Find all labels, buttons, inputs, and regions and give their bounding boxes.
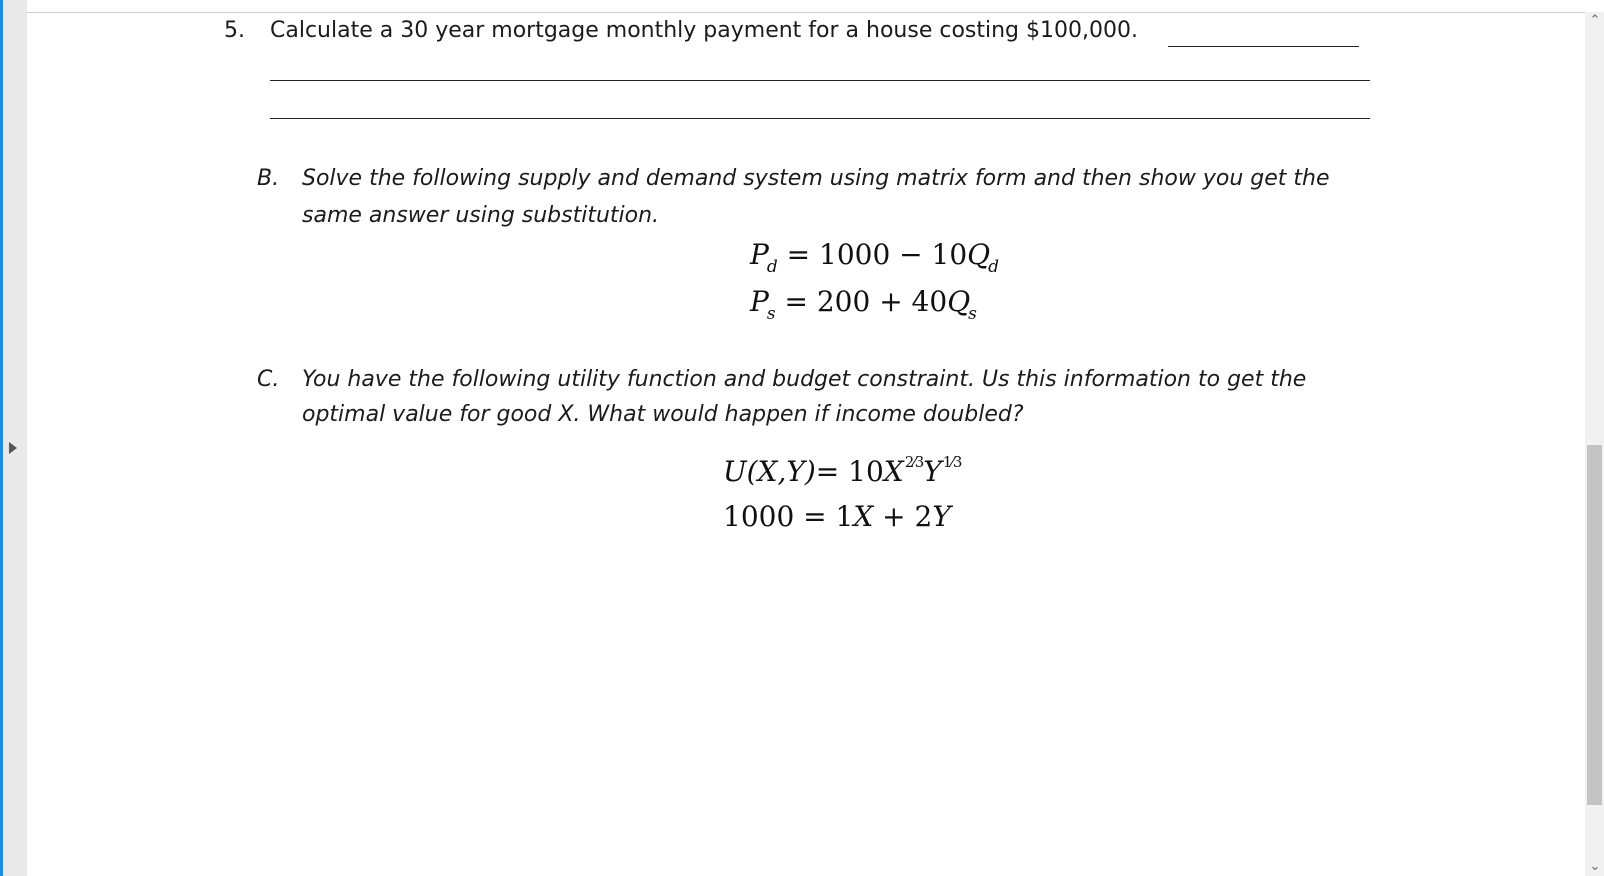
answer-blank — [1168, 46, 1359, 47]
scrollbar-thumb[interactable] — [1587, 445, 1602, 805]
eq-subscript: s — [968, 304, 977, 324]
play-triangle-icon[interactable] — [9, 442, 17, 454]
chevron-up-icon[interactable]: ⌃ — [1589, 13, 1601, 28]
eq-rhs: = 10 — [815, 455, 884, 488]
eq-subscript: d — [766, 257, 778, 277]
supply-equation — [750, 285, 977, 324]
chevron-down-icon[interactable]: ⌄ — [1589, 859, 1601, 874]
eq-variable: Q — [947, 285, 971, 318]
eq-variable: Y — [932, 500, 951, 533]
answer-line — [270, 80, 1370, 81]
eq-variable: P — [750, 285, 769, 318]
section-c-line: optimal value for good X. What would happen if income doubled? — [302, 402, 1024, 427]
eq-variable: X — [853, 500, 874, 533]
section-b-line: same answer using substitution. — [302, 203, 660, 228]
eq-lhs: 1000 = 1 — [723, 500, 854, 533]
question-text: Calculate a 30 year mortgage monthly payment for a house costing $100,000. — [270, 18, 1138, 43]
section-b-letter: B. — [257, 166, 280, 191]
answer-line — [270, 118, 1370, 119]
eq-variable: P — [750, 238, 769, 271]
eq-variable: Y — [923, 455, 942, 488]
section-b-line: Solve the following supply and demand system using matrix form and then show you get the — [302, 166, 1330, 191]
eq-rhs: = 1000 − 10 — [786, 238, 968, 271]
eq-exponent: 2⁄3 — [904, 453, 924, 471]
section-c-line: You have the following utility function and budget constraint. Us this information to get the — [302, 367, 1307, 392]
eq-rhs: = 200 + 40 — [784, 285, 948, 318]
eq-subscript: d — [988, 257, 1000, 277]
utility-equation — [723, 455, 961, 488]
eq-subscript: s — [766, 304, 776, 324]
budget-equation — [723, 500, 951, 533]
top-divider — [27, 12, 1585, 13]
eq-exponent: 1⁄3 — [942, 453, 962, 471]
eq-variable: Q — [967, 238, 991, 271]
section-c-letter: C. — [257, 367, 280, 392]
demand-equation — [750, 238, 1000, 277]
left-margin-gutter — [3, 0, 27, 876]
question-number: 5. — [224, 18, 245, 43]
eq-variable: X — [883, 455, 904, 488]
eq-lhs: U(X,Y) — [723, 455, 816, 488]
eq-rhs: + 2 — [873, 500, 933, 533]
